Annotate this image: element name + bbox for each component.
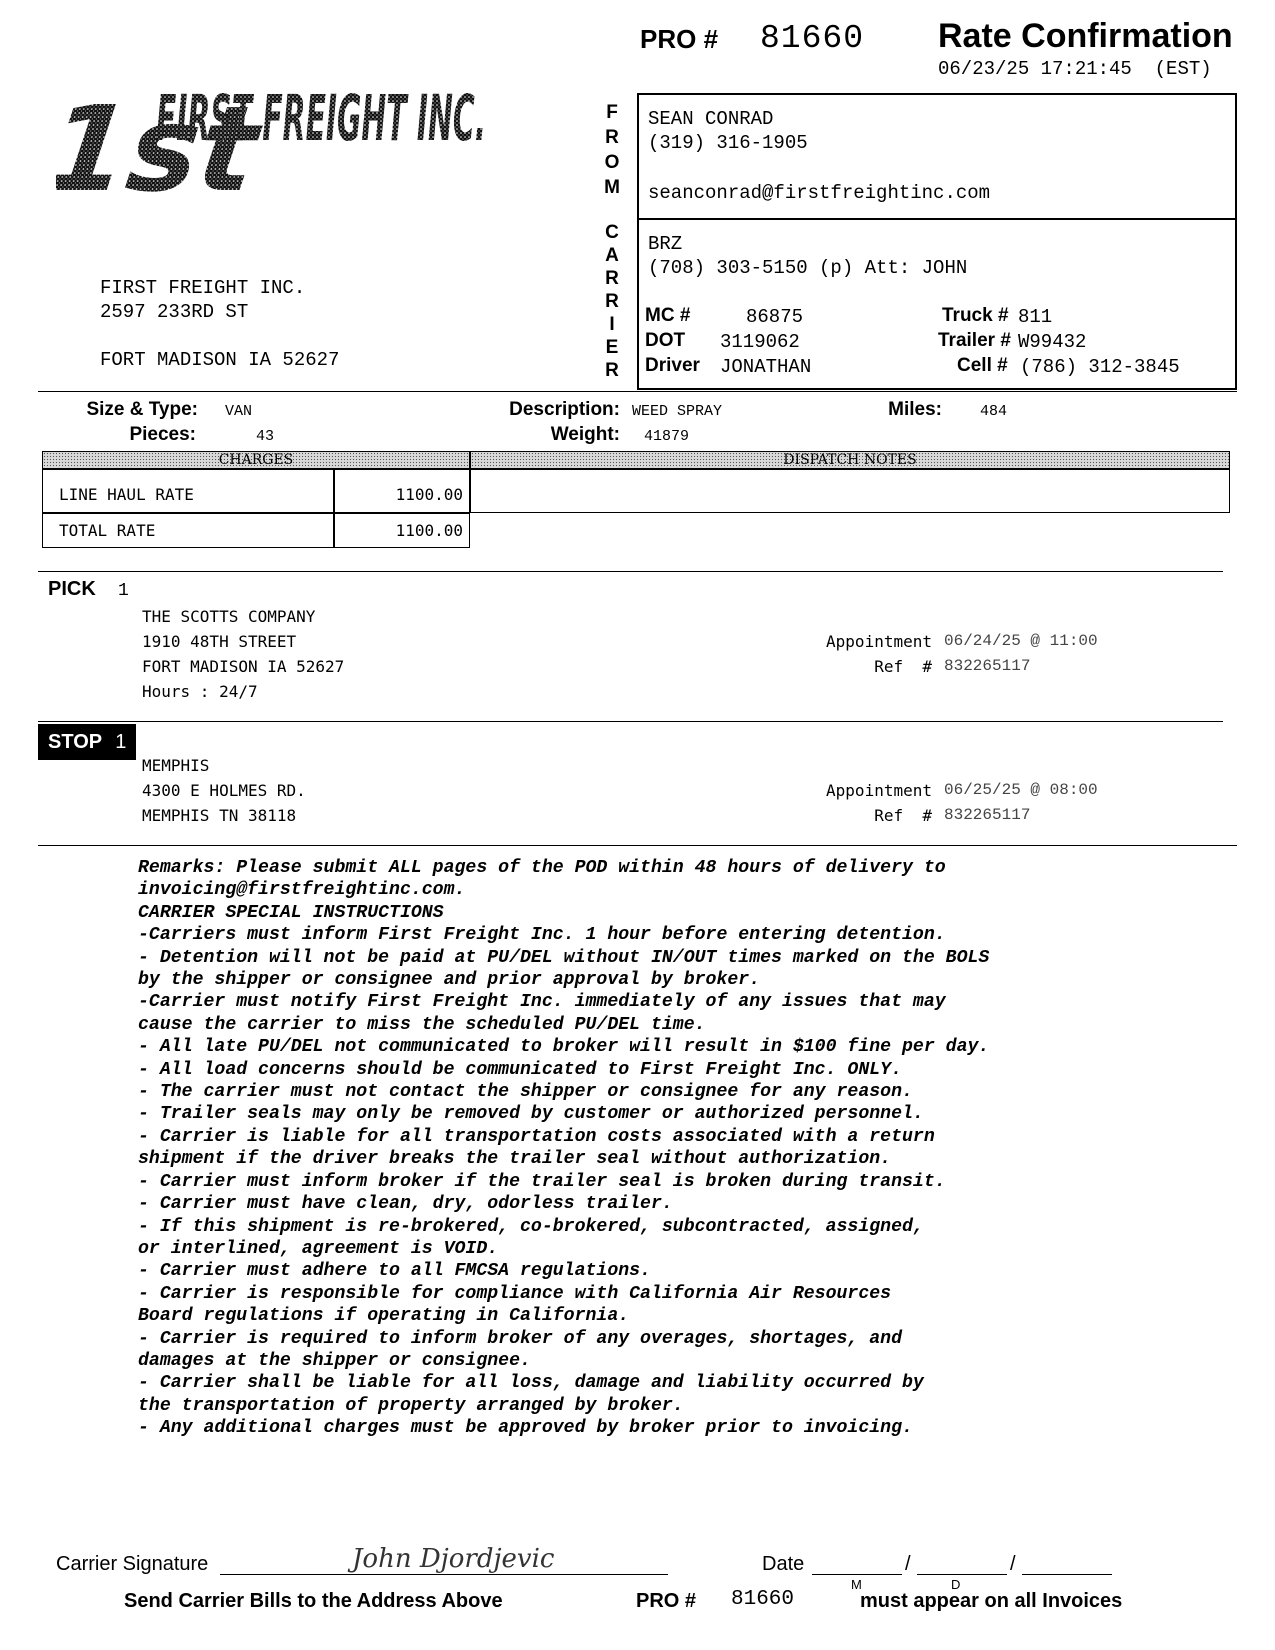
remarks-line: - If this shipment is re-brokered, co-brokered, subcontracted, assigned, xyxy=(138,1216,924,1237)
from-email: seanconrad@firstfreightinc.com xyxy=(648,182,991,204)
charge-label: TOTAL RATE xyxy=(59,521,156,540)
cell-label: Cell # xyxy=(957,355,1008,376)
dot-number: 3119062 xyxy=(720,331,800,353)
from-letter: M xyxy=(604,177,620,198)
remarks-line: shipment if the driver breaks the trailer seal without authorization. xyxy=(138,1149,892,1170)
carrier-letter: I xyxy=(609,314,615,335)
date-label: Date xyxy=(762,1553,805,1575)
remarks-line: Board regulations if operating in California. xyxy=(138,1306,630,1327)
pick-street: 1910 48TH STREET xyxy=(142,632,297,651)
stop-ref-label: Ref # xyxy=(874,806,932,825)
carrier-letter: R xyxy=(605,291,619,312)
truck-label: Truck # xyxy=(942,305,1009,326)
pieces-label: Pieces: xyxy=(129,424,196,445)
date-day-line[interactable] xyxy=(917,1574,1007,1575)
stop-city: MEMPHIS TN 38118 xyxy=(142,806,297,825)
company-logo xyxy=(56,72,506,207)
timestamp: 06/23/25 17:21:45 (EST) xyxy=(938,58,1212,80)
trailer-number: W99432 xyxy=(1018,331,1087,353)
document-title: Rate Confirmation xyxy=(938,17,1233,55)
remarks-line: cause the carrier to miss the scheduled PU/DEL time. xyxy=(138,1014,706,1035)
month-hint: M xyxy=(851,1577,862,1592)
pick-label: PICK xyxy=(48,578,96,600)
mc-label: MC # xyxy=(645,305,691,326)
pick-hours: Hours : 24/7 xyxy=(142,682,258,701)
send-bills-note: Send Carrier Bills to the Address Above xyxy=(124,1590,503,1612)
miles-label: Miles: xyxy=(888,399,942,420)
charges-header: CHARGES xyxy=(42,451,470,469)
dot-label: DOT xyxy=(645,330,686,351)
pieces-value: 43 xyxy=(256,428,275,445)
mc-number: 86875 xyxy=(746,306,804,328)
remarks-line: Remarks: Please submit ALL pages of the POD within 48 hours of delivery to xyxy=(138,858,946,878)
weight-value: 41879 xyxy=(644,428,690,445)
pick-appointment: 06/24/25 @ 11:00 xyxy=(944,632,1098,650)
remarks-line: CARRIER SPECIAL INSTRUCTIONS xyxy=(138,902,444,923)
remarks-line: - All load concerns should be communicated to First Freight Inc. ONLY. xyxy=(138,1059,902,1080)
from-letter: F xyxy=(606,102,618,123)
stop-street: 4300 E HOLMES RD. xyxy=(142,781,306,800)
remarks-line: by the shipper or consignee and prior approval by broker. xyxy=(138,970,761,991)
pro-label: PRO # xyxy=(640,24,719,54)
remarks-line: - The carrier must not contact the shipper or consignee for any reason. xyxy=(138,1082,913,1103)
remarks-line: or interlined, agreement is VOID. xyxy=(138,1238,499,1259)
stop-appointment-label: Appointment xyxy=(826,781,932,800)
remarks-line: - Carrier shall be liable for all loss, damage and liability occurred by xyxy=(138,1373,924,1394)
signature-line[interactable] xyxy=(220,1574,668,1575)
pro-number: 81660 xyxy=(760,20,865,57)
pick-name: THE SCOTTS COMPANY xyxy=(142,607,316,626)
charge-amount-cell xyxy=(334,469,470,513)
from-carrier-divider xyxy=(637,218,1237,220)
cell-number: (786) 312-3845 xyxy=(1020,356,1180,378)
carrier-phone: (708) 303-5150 (p) Att: JOHN xyxy=(648,257,968,279)
carrier-name: BRZ xyxy=(648,233,683,255)
remarks-line: - Any additional charges must be approved by broker prior to invoicing. xyxy=(138,1418,913,1439)
pick-number: 1 xyxy=(118,581,129,601)
size-type-value: VAN xyxy=(225,403,253,420)
remarks-line: - Carrier is required to inform broker of any overages, shortages, and xyxy=(138,1328,902,1349)
dispatch-notes-header: DISPATCH NOTES xyxy=(470,451,1230,469)
stop-appointment: 06/25/25 @ 08:00 xyxy=(944,781,1098,799)
pick-ref-label: Ref # xyxy=(874,657,932,676)
company-city: FORT MADISON IA 52627 xyxy=(100,349,340,371)
remarks-line: - Carrier must have clean, dry, odorless trailer. xyxy=(138,1194,673,1215)
pick-appointment-label: Appointment xyxy=(826,632,932,651)
svg-text:1st: 1st xyxy=(56,80,266,207)
divider xyxy=(38,721,1223,722)
company-street: 2597 233RD ST xyxy=(100,301,249,323)
divider xyxy=(38,845,1237,846)
weight-label: Weight: xyxy=(550,424,620,445)
carrier-signature: John Djordjevic xyxy=(352,1544,555,1574)
miles-value: 484 xyxy=(980,403,1008,420)
dispatch-notes-cell xyxy=(470,469,1230,513)
truck-number: 811 xyxy=(1018,306,1053,328)
driver-name: JONATHAN xyxy=(720,356,812,378)
charge-label-cell xyxy=(42,469,334,513)
charge-amount: 1100.00 xyxy=(395,485,463,504)
remarks-line: damages at the shipper or consignee. xyxy=(138,1350,531,1371)
carrier-letter: E xyxy=(605,337,619,358)
charge-amount: 1100.00 xyxy=(395,521,463,540)
charge-label-cell xyxy=(42,513,334,548)
remarks-line: - Carrier must inform broker if the trailer seal is broken during transit. xyxy=(138,1171,946,1192)
size-type-label: Size & Type: xyxy=(86,399,198,420)
footer-pro-number: 81660 xyxy=(731,1588,795,1611)
footer-pro-label: PRO # xyxy=(636,1590,697,1612)
carrier-letter: C xyxy=(605,222,619,243)
date-year-line[interactable] xyxy=(1022,1574,1112,1575)
remarks-line: the transportation of property arranged by broker. xyxy=(138,1395,684,1416)
remarks-line: - Detention will not be paid at PU/DEL without IN/OUT times marked on the BOLS xyxy=(138,947,990,968)
remarks-block xyxy=(138,857,1248,1440)
date-separator: / xyxy=(1010,1553,1016,1575)
driver-label: Driver xyxy=(645,355,700,376)
carrier-letter: R xyxy=(605,360,619,381)
must-appear-note: must appear on all Invoices xyxy=(860,1590,1123,1612)
svg-text:FIRST FREIGHT INC.: FIRST FREIGHT INC. xyxy=(156,82,486,155)
remarks-line: - Carrier is responsible for compliance with California Air Resources xyxy=(138,1283,892,1304)
stop-ref: 832265117 xyxy=(944,806,1031,824)
divider xyxy=(38,571,1223,572)
divider xyxy=(38,391,1237,392)
from-name: SEAN CONRAD xyxy=(648,108,774,130)
charge-label: LINE HAUL RATE xyxy=(59,485,194,504)
logo-graphic xyxy=(56,72,506,207)
carrier-letter: R xyxy=(605,268,619,289)
remarks-line: - Trailer seals may only be removed by customer or authorized personnel. xyxy=(138,1104,924,1125)
date-month-line[interactable] xyxy=(812,1574,902,1575)
carrier-letter: A xyxy=(605,245,619,266)
remarks-line: invoicing@firstfreightinc.com. xyxy=(138,880,466,901)
stop-number: 1 xyxy=(115,731,127,753)
remarks-line: -Carriers must inform First Freight Inc. 1 hour before entering detention. xyxy=(138,925,946,946)
pick-ref: 832265117 xyxy=(944,657,1031,675)
from-letter: R xyxy=(605,127,619,148)
stop-badge xyxy=(38,724,136,760)
remarks-line: -Carrier must notify First Freight Inc. immediately of any issues that may xyxy=(138,992,946,1013)
from-phone: (319) 316-1905 xyxy=(648,132,808,154)
day-hint: D xyxy=(951,1577,961,1592)
remarks-line: - Carrier is liable for all transportation costs associated with a return xyxy=(138,1126,935,1147)
stop-name: MEMPHIS xyxy=(142,756,210,775)
description-value: WEED SPRAY xyxy=(632,403,723,420)
date-separator: / xyxy=(905,1553,911,1575)
trailer-label: Trailer # xyxy=(938,330,1011,351)
stop-label: STOP xyxy=(48,731,102,753)
description-label: Description: xyxy=(509,399,620,420)
remarks-line: - All late PU/DEL not communicated to broker will result in $100 fine per day. xyxy=(138,1037,990,1058)
charge-amount-cell xyxy=(334,513,470,548)
remarks-line: - Carrier must adhere to all FMCSA regulations. xyxy=(138,1261,651,1282)
carrier-signature-label: Carrier Signature xyxy=(56,1553,209,1575)
pick-city: FORT MADISON IA 52627 xyxy=(142,657,345,676)
from-letter: O xyxy=(604,152,620,173)
company-name: FIRST FREIGHT INC. xyxy=(100,277,306,299)
